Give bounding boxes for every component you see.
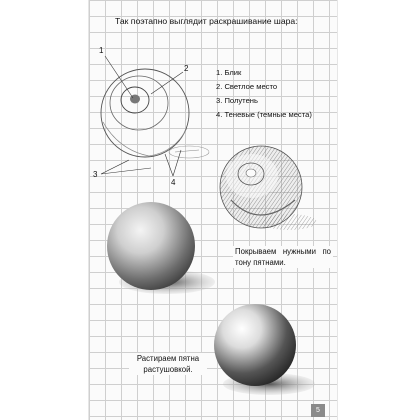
caption-cover-with-spots: Покрываем нужными по тону пятнами. [235,247,331,267]
sphere-illustrations [89,0,337,420]
legend-item-halftone: 3. Полутень [216,96,258,105]
marker-label-3: 3 [93,170,98,179]
caption-blend-spots: Растираем пятна растушовкой. [129,353,207,375]
page-title: Так поэтапно выглядит раскрашивание шара: [115,16,298,26]
sketch-sphere [101,56,209,176]
marker-label-2: 2 [184,64,189,73]
marker-label-4: 4 [171,178,176,187]
legend-item-shadows: 4. Теневые (темные места) [216,110,312,119]
legend-item-light-area: 2. Светлое место [216,82,278,91]
legend-item-highlight: 1. Блик [216,68,242,77]
hatched-sphere [220,146,317,230]
marker-label-1: 1 [99,46,104,55]
page-number: 5 [311,404,325,417]
shaded-sphere-1 [107,202,215,294]
book-page [88,0,338,420]
shaded-sphere-2 [214,304,315,395]
